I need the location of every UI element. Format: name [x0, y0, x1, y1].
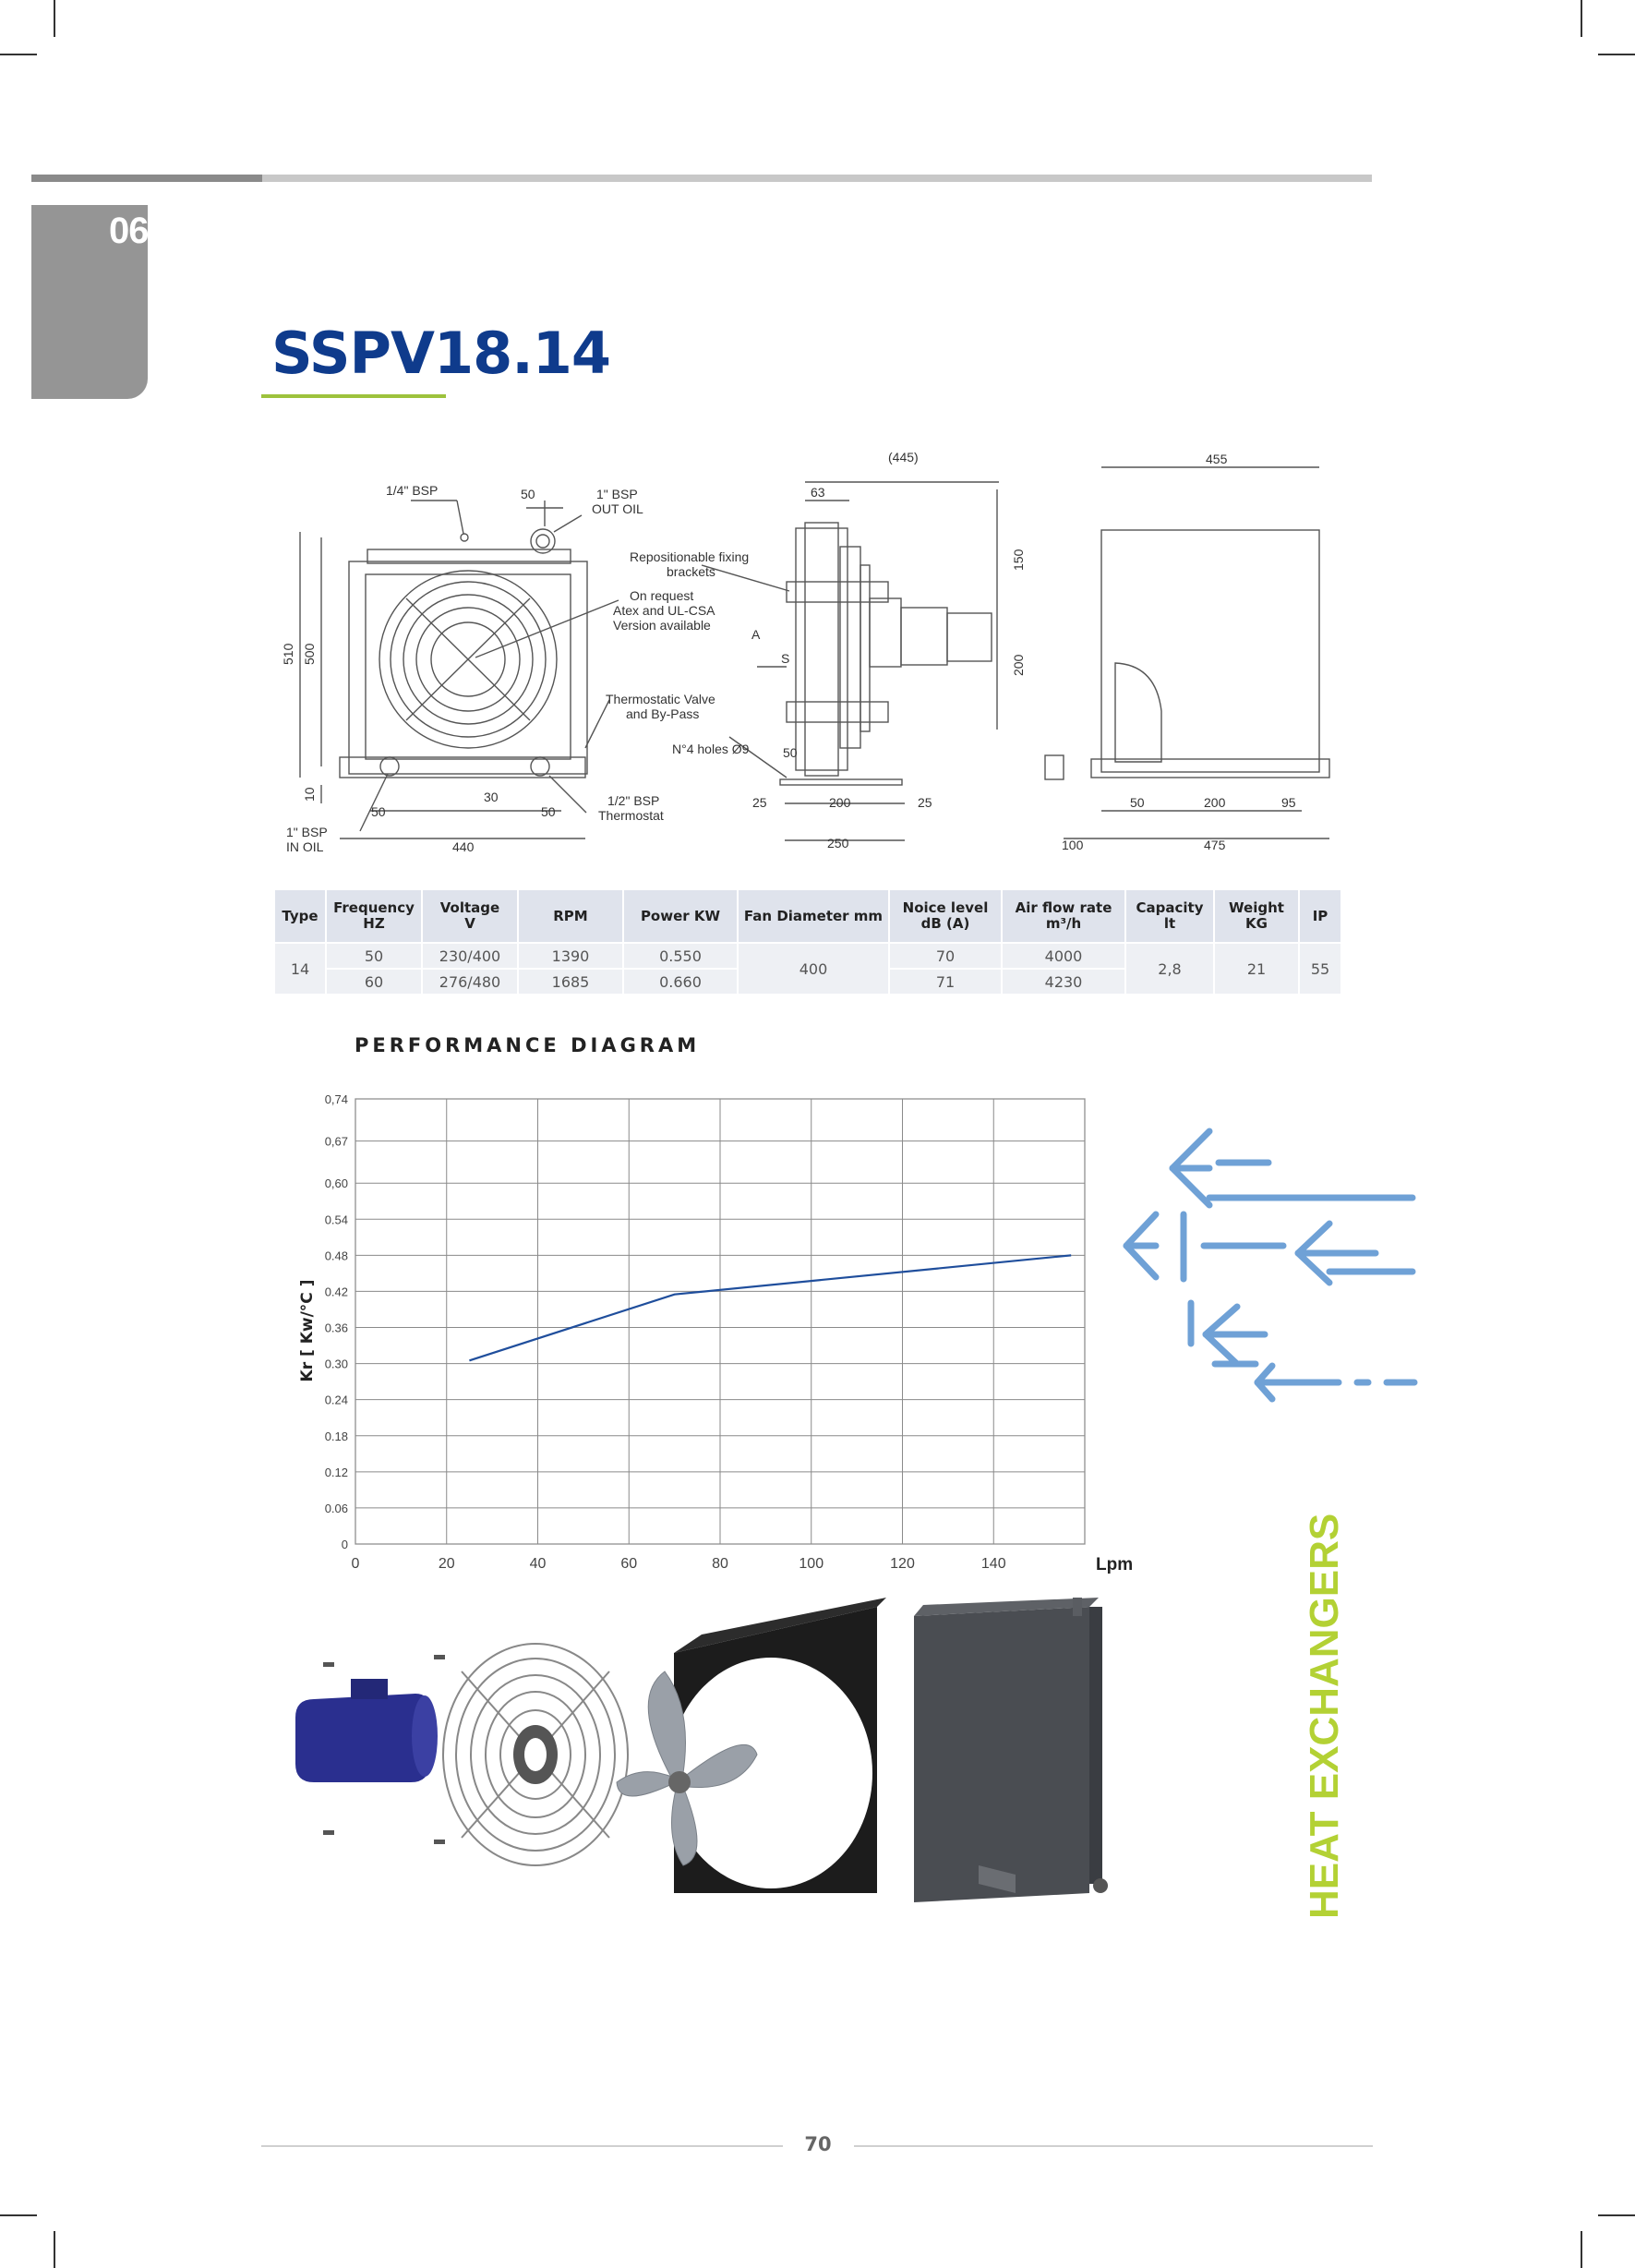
crop-mark: [0, 54, 37, 55]
cell-capacity: 2,8: [1125, 943, 1214, 995]
label-bsp1-out-2: OUT OIL: [592, 501, 643, 516]
spec-header-text: V: [464, 915, 475, 932]
label-bsp1-in-1: 1" BSP: [286, 825, 328, 839]
label-bsp1-in-2: IN OIL: [286, 839, 324, 854]
table-row: [274, 943, 1341, 969]
label-brackets-1: Repositionable fixing: [630, 549, 750, 564]
label-bsp1-out-1: 1" BSP: [596, 487, 638, 501]
label-dim445: (445): [888, 450, 919, 464]
label-bsp14: 1/4" BSP: [386, 483, 439, 498]
spec-header-text: Voltage: [439, 899, 500, 916]
cell-power: 0.550: [623, 943, 738, 969]
chart-x-tick-label: 0: [351, 1556, 360, 1572]
spec-header-cell: [1299, 889, 1341, 943]
chart-y-tick-label: 0: [341, 1538, 348, 1551]
chart-series-line: [469, 1255, 1071, 1360]
chart-x-tick-label: 100: [799, 1556, 824, 1572]
spec-header-text: Fan Diameter mm: [743, 907, 884, 924]
cell-voltage: 230/400: [422, 943, 518, 969]
cell-type: 14: [274, 943, 326, 995]
product-illustration: [277, 1598, 1108, 1930]
label-dim455: 455: [1206, 452, 1228, 466]
label-dim10: 10: [302, 787, 317, 802]
title-underline: [261, 394, 446, 398]
spec-header-cell: [326, 889, 422, 943]
performance-chart: [295, 1090, 1134, 1574]
label-dim50-r: 50: [1130, 795, 1145, 810]
arrows-graphic: [1117, 1122, 1422, 1427]
side-title: HEAT EXCHANGERS: [1302, 1513, 1347, 1919]
crop-mark: [1581, 0, 1582, 37]
spec-header-cell: [518, 889, 623, 943]
section-tab: [31, 205, 148, 399]
chart-x-tick-label: 40: [529, 1556, 547, 1572]
label-dim250: 250: [827, 836, 849, 850]
crop-mark: [1581, 2231, 1582, 2268]
label-valve-2: and By-Pass: [626, 706, 700, 721]
crop-mark: [54, 2231, 55, 2268]
spec-table: [273, 888, 1342, 995]
label-dim500: 500: [302, 643, 317, 665]
spec-header-text: HZ: [363, 915, 385, 932]
chart-y-tick-label: 0.24: [324, 1393, 348, 1407]
cell-weight: 21: [1214, 943, 1299, 995]
label-dim50-bl: 50: [371, 804, 386, 819]
spec-header-text: dB (A): [920, 915, 970, 932]
radiator-icon: [914, 1598, 1108, 1902]
label-dim200-v: 200: [1011, 654, 1026, 676]
spec-header-cell: [1125, 889, 1214, 943]
crop-mark: [1598, 54, 1635, 55]
spec-table-header: [274, 889, 1341, 943]
cell-rpm: 1390: [518, 943, 623, 969]
cell-noise: 71: [889, 969, 1002, 995]
chart-y-tick-label: 0.12: [324, 1465, 348, 1479]
cell-ip: 55: [1299, 943, 1341, 995]
label-dim50-br: 50: [541, 804, 556, 819]
spec-header-text: m³/h: [1045, 915, 1082, 932]
spec-header-cell: [422, 889, 518, 943]
cell-airflow: 4000: [1002, 943, 1125, 969]
label-valve-1: Thermostatic Valve: [606, 692, 715, 706]
label-dim30: 30: [484, 790, 499, 804]
label-dim95: 95: [1281, 795, 1296, 810]
chart-y-tick-label: 0.06: [324, 1501, 348, 1515]
label-dim200-side: 200: [829, 795, 851, 810]
label-bsp12-2: Thermostat: [598, 808, 664, 823]
motor-icon: [295, 1679, 438, 1782]
cell-voltage: 276/480: [422, 969, 518, 995]
label-request-2: Atex and UL-CSA: [613, 603, 715, 618]
cell-noise: 70: [889, 943, 1002, 969]
cell-fan-diameter: 400: [738, 943, 889, 995]
chart-y-tick-label: 0.36: [324, 1321, 348, 1335]
label-dim25-l: 25: [752, 795, 767, 810]
footer-rule-right: [854, 2145, 1373, 2147]
label-dim63: 63: [811, 485, 825, 500]
spec-header-text: IP: [1312, 907, 1328, 924]
fan-shroud-icon: [669, 1598, 886, 1893]
cell-frequency: 60: [326, 969, 422, 995]
cell-frequency: 50: [326, 943, 422, 969]
label-brackets-2: brackets: [667, 564, 715, 579]
label-dim50-side: 50: [783, 745, 798, 760]
spec-header-cell: [274, 889, 326, 943]
spec-header-text: Type: [282, 907, 319, 924]
label-dim50-top: 50: [521, 487, 535, 501]
crop-mark: [0, 2214, 37, 2216]
label-holes: N°4 holes Ø9: [672, 742, 750, 756]
spec-header-text: RPM: [553, 907, 588, 924]
cell-airflow: 4230: [1002, 969, 1125, 995]
cell-rpm: 1685: [518, 969, 623, 995]
chart-x-label: Lpm: [1096, 1555, 1134, 1574]
label-dim200-r: 200: [1204, 795, 1226, 810]
label-request-1: On request: [630, 588, 694, 603]
chart-x-tick-label: 140: [980, 1556, 1006, 1572]
spec-header-cell: [1214, 889, 1299, 943]
spec-header-cell: [889, 889, 1002, 943]
chart-x-tick-label: 80: [712, 1556, 728, 1572]
page-number: 70: [804, 2133, 832, 2155]
crop-mark: [1598, 2214, 1635, 2216]
label-dim510: 510: [281, 643, 295, 665]
header-rule-accent: [31, 175, 262, 182]
chart-y-tick-label: 0,60: [324, 1176, 348, 1191]
footer-rule-left: [261, 2145, 783, 2147]
label-bsp12-1: 1/2" BSP: [607, 793, 660, 808]
label-dim25-r: 25: [918, 795, 932, 810]
label-dim100: 100: [1062, 838, 1084, 852]
section-tab-number: 06: [109, 211, 149, 251]
spec-header-cell: [623, 889, 738, 943]
cell-power: 0.660: [623, 969, 738, 995]
spec-header-text: Noice level: [902, 899, 989, 916]
chart-y-tick-label: 0.48: [324, 1249, 348, 1263]
chart-x-tick-label: 120: [890, 1556, 915, 1572]
chart-y-label: Kr [ Kw/°C ]: [298, 1279, 317, 1382]
label-arrow-s: S: [781, 651, 790, 666]
technical-drawing: [268, 434, 1348, 868]
spec-header-cell: [1002, 889, 1125, 943]
chart-y-tick-label: 0.30: [324, 1357, 348, 1371]
label-arrow-a: A: [751, 627, 761, 642]
chart-y-tick-label: 0.18: [324, 1429, 348, 1443]
chart-y-tick-label: 0.42: [324, 1285, 348, 1299]
header-rule: [31, 175, 1372, 182]
chart-y-tick-label: 0,74: [324, 1092, 348, 1106]
chart-x-tick-label: 20: [438, 1556, 455, 1572]
chart-y-tick-label: 0,67: [324, 1134, 348, 1149]
label-dim150: 150: [1011, 549, 1026, 571]
spec-header-text: KG: [1245, 915, 1268, 932]
spec-header-text: Air flow rate: [1015, 899, 1112, 916]
spec-header-text: Frequency: [333, 899, 415, 916]
spec-header-text: lt: [1163, 915, 1176, 932]
performance-heading: PERFORMANCE DIAGRAM: [355, 1034, 701, 1056]
crop-mark: [54, 0, 55, 37]
label-dim475: 475: [1204, 838, 1226, 852]
spec-header-text: Capacity: [1136, 899, 1204, 916]
spec-header-cell: [738, 889, 889, 943]
chart-y-tick-label: 0.54: [324, 1212, 348, 1227]
label-request-3: Version available: [613, 618, 711, 633]
label-dim440: 440: [452, 839, 475, 854]
page-title: SSPV18.14: [271, 320, 611, 387]
spec-header-text: Weight: [1229, 899, 1284, 916]
chart-x-tick-label: 60: [620, 1556, 638, 1572]
spec-header-text: Power KW: [640, 907, 721, 924]
